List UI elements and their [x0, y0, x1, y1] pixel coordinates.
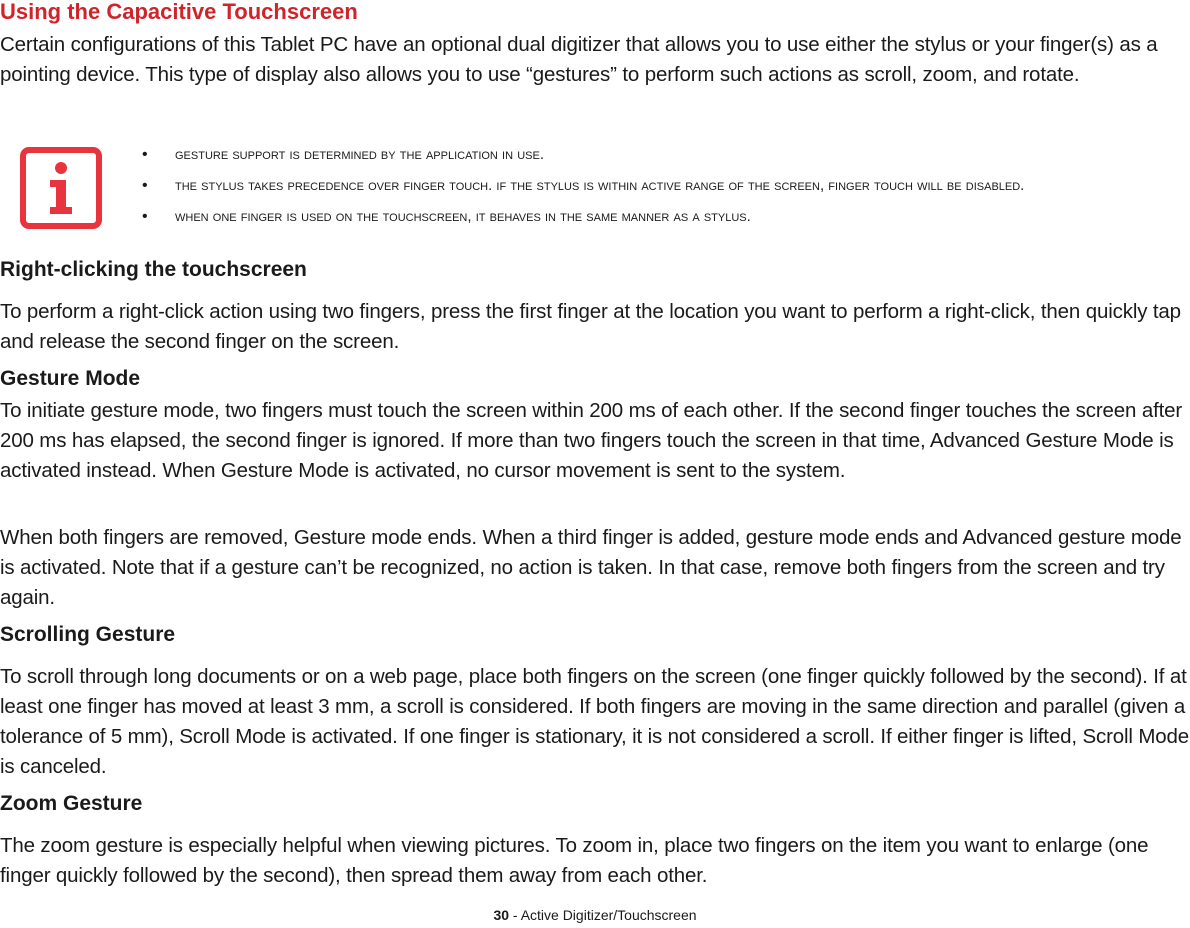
- bullet-icon: •: [142, 177, 148, 194]
- info-icon: [20, 147, 102, 229]
- page-footer: [0, 907, 1190, 923]
- document-page: Using the Capacitive Touchscreen Certain configurations of this Tablet PC have an optional dual digitizer that allows you to use either the stylus or your finger(s) as a pointing device. This type of display also allows you to use “gestures” to perform such actions as scroll, zoom, and rotate. • gesture support is determined by the application in use. • the stylus takes precedence over finger touch. if the stylus is within active range of the screen, finger touch will be disabled. • when one finger is used on the touchscreen, it behaves in the same manner as a stylus. Right-clicking the touchscreen To perform a right-click action using two fingers, press the first finger at the location you want to perform a right-click, then quickly tap and release the second finger on the screen. Gesture Mode To initiate gesture mode, two fingers must touch the screen within 200 ms of each other. If the second finger touches the screen after 200 ms has elapsed, the second finger is ignored. If more than two fingers touch the screen in that time, Advanced Gesture Mode is activated instead. When Gesture Mode is activated, no cursor movement is sent to the system. When both fingers are removed, Gesture mode ends. When a third finger is added, gesture mode ends and Advanced gesture mode is activated. Note that if a gesture can’t be recognized, no action is taken. In that case, remove both fingers from the screen and try again. Scrolling Gesture To scroll through long documents or on a web page, place both fingers on the screen (one finger quickly followed by the second). If at least one finger has moved at least 3 mm, a scroll is considered. If both fingers are moving in the same direction and parallel (given a tolerance of 5 mm), Scroll Mode is activated. If one finger is stationary, it is not considered a scroll. If either finger is lifted, Scroll Mode is canceled. Zoom Gesture The zoom gesture is especially helpful when viewing pictures. To zoom in, place two fingers on the item you want to enlarge (one finger quickly followed by the second), then spread them away from each other. 30 - Active Digitizer/Touchscreen: [0, 0, 1190, 923]
- gesture-mode-heading: Gesture Mode: [0, 367, 141, 390]
- zoom-paragraph: The zoom gesture is especially helpful when viewing pictures. To zoom in, place two fingers on the item you want to enlarge (one finger quickly followed by the second), then spread them away from each other.: [0, 834, 1149, 887]
- zoom-heading: Zoom Gesture: [0, 792, 143, 815]
- right-click-heading: Right-clicking the touchscreen: [0, 258, 307, 281]
- gesture-mode-paragraph-2: When both fingers are removed, Gesture mode ends. When a third finger is added, gesture mode ends and Advanced gesture mode is activated. Note that if a gesture can’t be recognized, no action is taken. In that case, remove both fingers from the screen and try again.: [0, 526, 1182, 609]
- bullet-icon: •: [142, 146, 148, 163]
- scrolling-paragraph: To scroll through long documents or on a web page, place both fingers on the screen (one finger quickly followed by the second). If at least one finger has moved at least 3 mm, a scroll is considered. If both fingers are moving in the same direction and parallel (given a tolerance of 5 mm), Scroll Mode is activated. If one finger is stationary, it is not considered a scroll. If either finger is lifted, Scroll Mode is canceled.: [0, 665, 1190, 778]
- section-title: Using the Capacitive Touchscreen: [0, 0, 358, 24]
- scrolling-heading: Scrolling Gesture: [0, 623, 176, 646]
- footer-separator: -: [509, 907, 521, 923]
- bullet-icon: •: [142, 208, 148, 225]
- intro-paragraph: Certain configurations of this Tablet PC have an optional dual digitizer that allows you to use either the stylus or your finger(s) as a pointing device. This type of display also allows you to use “gestures” to perform such actions as scroll, zoom, and rotate.: [0, 33, 1158, 86]
- gesture-mode-paragraph-1: To initiate gesture mode, two fingers must touch the screen within 200 ms of each other. If the second finger touches the screen after 200 ms has elapsed, the second finger is ignored. If more than two fingers touch the screen in that time, Advanced Gesture Mode is activated instead. When Gesture Mode is activated, no cursor movement is sent to the system.: [0, 399, 1183, 482]
- page-number: 30: [493, 907, 510, 923]
- right-click-paragraph: To perform a right-click action using two fingers, press the first finger at the location you want to perform a right-click, then quickly tap and release the second finger on the screen.: [0, 300, 1181, 353]
- footer-chapter: Active Digitizer/Touchscreen: [520, 907, 697, 923]
